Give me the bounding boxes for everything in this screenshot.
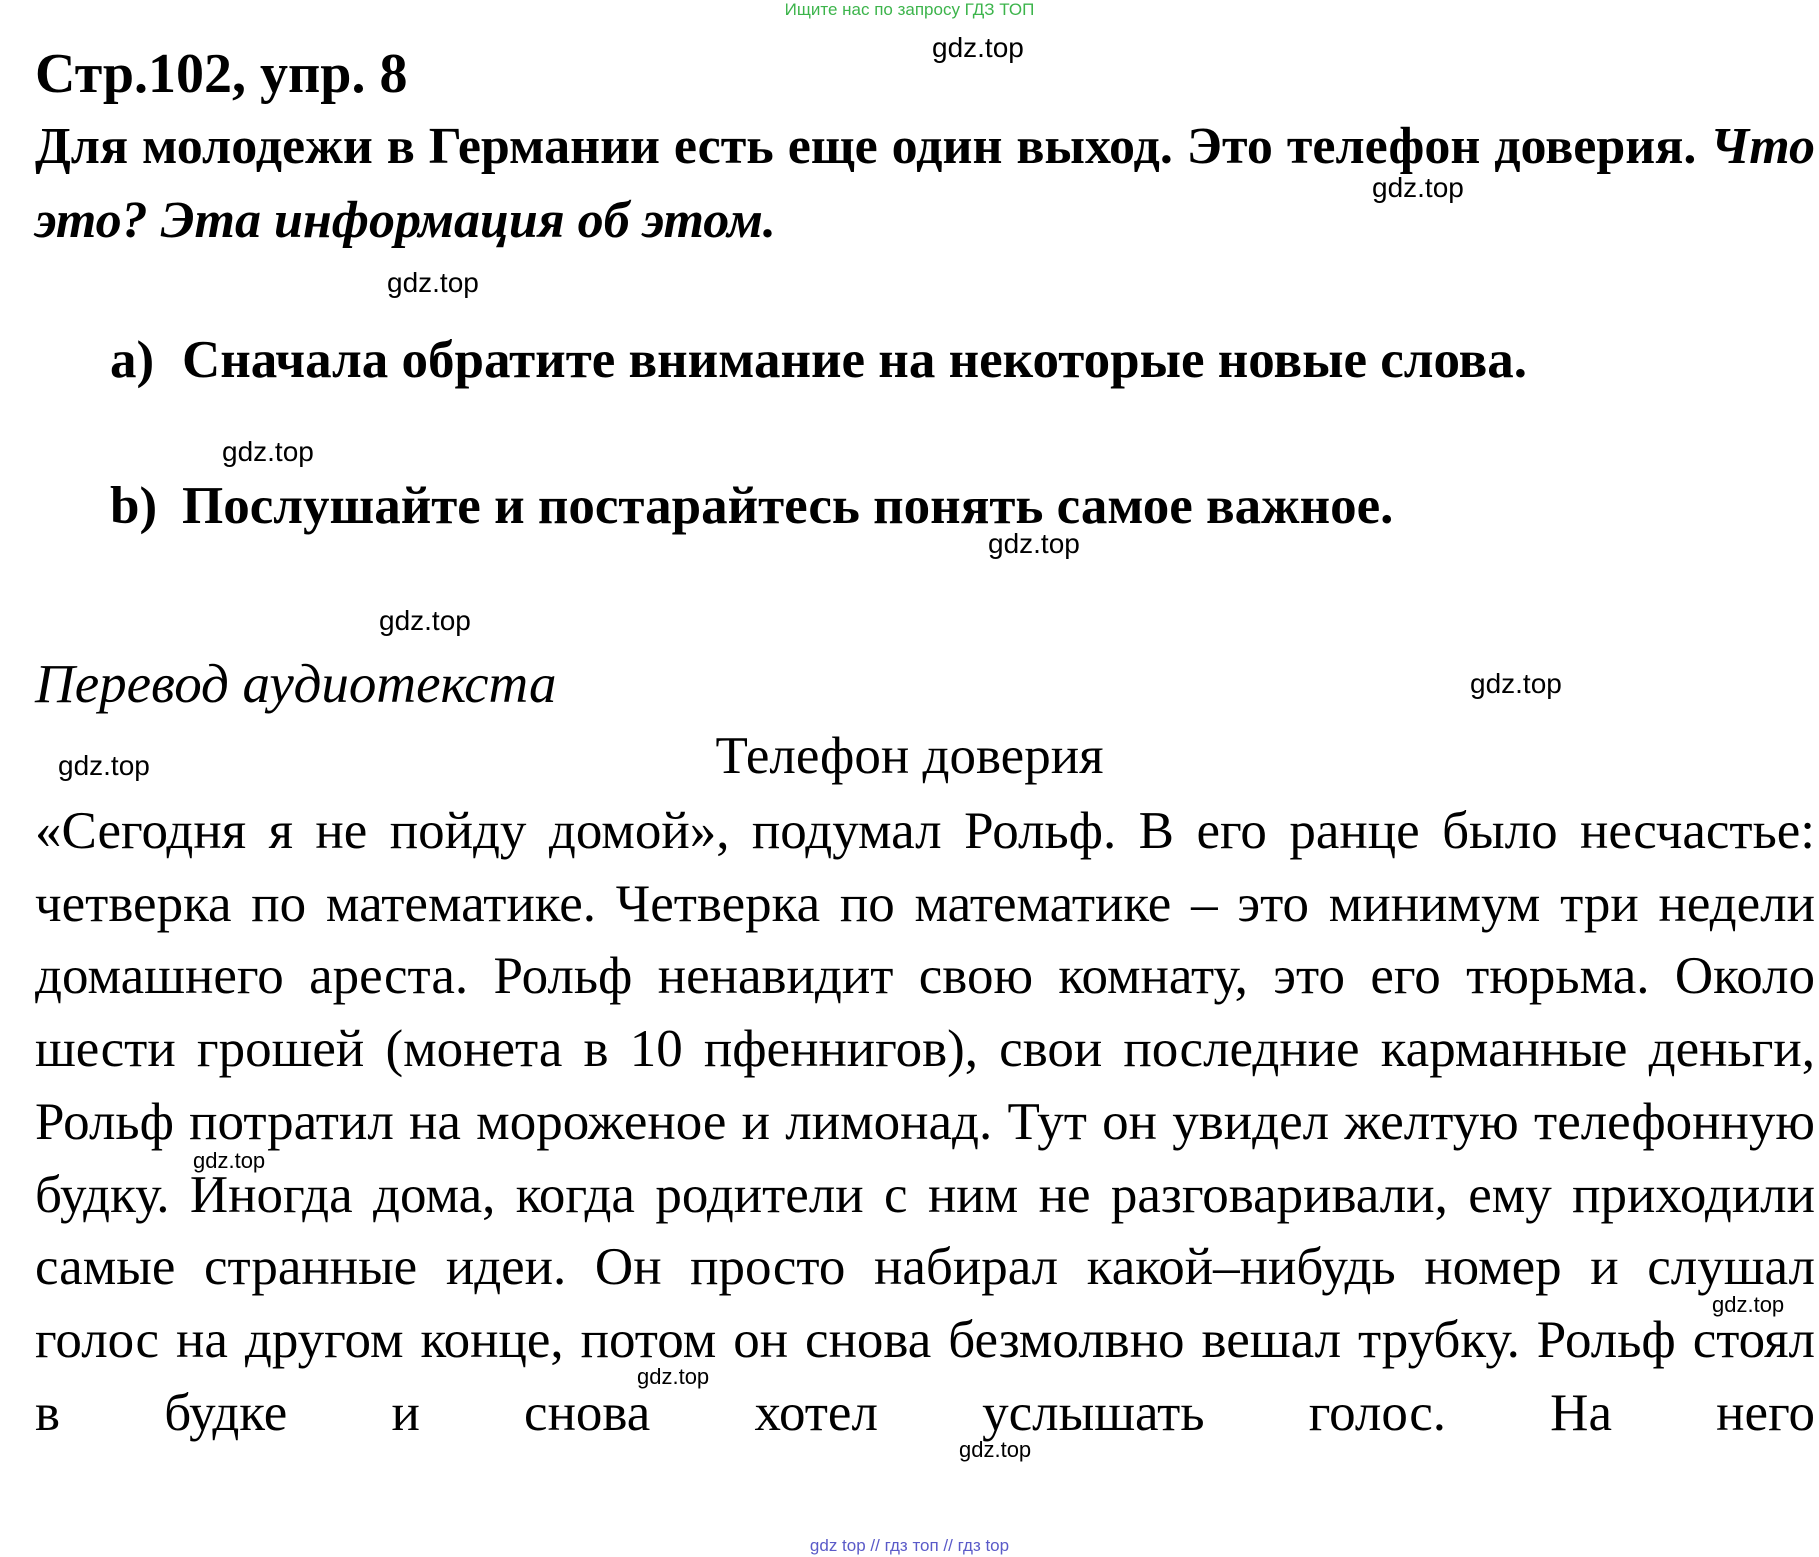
watermark: gdz.top — [222, 436, 314, 467]
watermark: gdz.top — [387, 267, 479, 298]
bottom-banner: gdz top // гдз топ // гдз top — [809, 1536, 1010, 1555]
watermark: gdz.top — [1372, 172, 1464, 203]
watermark: gdz.top — [58, 750, 150, 781]
watermark: gdz.top — [1470, 668, 1562, 699]
top-banner: Ищите нас по запросу ГДЗ ТОП — [784, 0, 1035, 19]
section-heading: Перевод аудиотекста — [35, 653, 557, 714]
page-title: Стр.102, упр. 8 — [35, 43, 408, 105]
text-title: Телефон доверия — [715, 727, 1104, 785]
task-item-b — [110, 474, 1393, 538]
body-paragraph: «Сегодня я не пойду домой», подумал Рольф. В его ранце было несчастье: четверка по математике. Четверка по математике – это минимум три недели домашнего ареста. Рольф ненавидит свою комнату, это его тюрьма. Около шести грошей (монета в 10 пфеннигов), свои последние карманные деньги, Рольф потратил на мороженое и лимонад. Тут он увидел желтую телефонную будку. Иногда дома, когда родители с ним не разговаривали, ему приходили самые странные идеи. Он просто набирал какой–нибудь номер и слушал голос на другом конце, потом он снова безмолвно вешал трубку. Рольф стоял в будке и снова хотел услышать голос. На него — [35, 802, 1815, 1442]
task-item-marker: a) — [110, 331, 155, 389]
task-item-a — [110, 328, 1527, 392]
watermark: gdz.top — [1712, 1292, 1785, 1317]
task-item-marker: b) — [110, 477, 158, 535]
task-instruction — [35, 110, 1815, 258]
task-instruction-italic: Что это? Эта информация об этом. — [35, 118, 1815, 249]
task-item-text: Послушайте и постарайтесь понять самое важное. — [182, 477, 1394, 535]
watermark: gdz.top — [988, 528, 1080, 559]
task-item-text: Сначала обратите внимание на некоторые новые слова. — [182, 331, 1528, 389]
watermark: gdz.top — [959, 1437, 1032, 1462]
watermark: gdz.top — [932, 32, 1024, 63]
watermark: gdz.top — [193, 1148, 266, 1173]
task-instruction-bold: Для молодежи в Германии есть еще один выход. Это телефон доверия. — [35, 118, 1711, 175]
watermark: gdz.top — [637, 1364, 710, 1389]
watermark: gdz.top — [379, 605, 471, 636]
